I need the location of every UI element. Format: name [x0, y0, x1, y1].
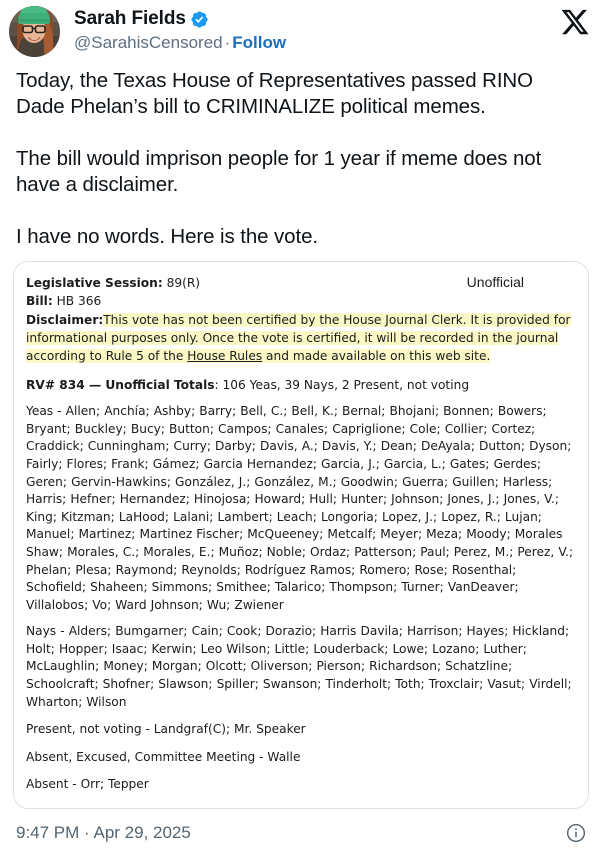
- house-rules-link[interactable]: House Rules: [187, 348, 263, 363]
- verified-check-icon: [190, 10, 209, 29]
- follow-button[interactable]: Follow: [232, 32, 287, 52]
- present-not-voting-line: Present, not voting - Landgraf(C); Mr. Speaker: [26, 722, 306, 737]
- tweet-timestamp[interactable]: 9:47 PM · Apr 29, 2025: [16, 823, 191, 843]
- tweet-paragraph-1: Today, the Texas House of Representatives passed RINO Dade Phelan’s bill to CRIMINALIZE political memes.: [16, 69, 533, 118]
- vote-record-card[interactable]: [13, 261, 589, 809]
- absent-line: Absent - Orr; Tepper: [26, 777, 149, 792]
- disclaimer-text-part2: and made available on this web site.: [262, 348, 491, 363]
- legislative-session-value: 89(R): [162, 276, 201, 290]
- unofficial-status-badge: Unofficial: [466, 274, 524, 290]
- tweet-paragraph-2: The bill would imprison people for 1 year if meme does not have a disclaimer.: [16, 147, 542, 196]
- display-name-row: [74, 8, 592, 30]
- card-meta-row: [26, 274, 576, 310]
- totals-dash: —: [84, 377, 106, 392]
- legislative-session-label: Legislative Session:: [26, 276, 163, 290]
- disclaimer-block: [26, 312, 576, 365]
- disclaimer-text: [26, 313, 571, 363]
- author-handle: @SarahisCensored: [74, 32, 223, 52]
- bill-value: HB 366: [52, 293, 102, 308]
- author-info: [74, 6, 592, 53]
- handle-row: [74, 32, 592, 53]
- tweet-paragraph-3: I have no words. Here is the vote.: [16, 225, 318, 248]
- absent-excused-line: Absent, Excused, Committee Meeting - Walle: [26, 749, 301, 764]
- tweet-header: [0, 0, 602, 62]
- avatar[interactable]: [9, 6, 60, 57]
- x-logo-icon[interactable]: [560, 7, 590, 37]
- unofficial-totals-value: : 106 Yeas, 39 Nays, 2 Present, not voting: [214, 377, 470, 392]
- legislative-session-line: [26, 275, 467, 293]
- disclaimer-text-part1: This vote has not been certified by the House Journal Clerk. It is provided for informational purposes only. Once the vote is certified, it will be recorded in the journal according to Rule 5 of the: [26, 313, 571, 363]
- info-circle-icon[interactable]: [566, 823, 586, 843]
- rv-number: RV# 834: [26, 377, 85, 392]
- tweet-body-text: [0, 62, 602, 250]
- handle-separator: ·: [224, 32, 231, 52]
- tweet-footer: [0, 809, 602, 847]
- vote-totals-line: [26, 377, 576, 395]
- disclaimer-label: Disclaimer:: [26, 313, 104, 328]
- bill-label: Bill:: [26, 293, 53, 308]
- nays-list: Nays - Alders; Bumgarner; Cain; Cook; Dorazio; Harris Davila; Harrison; Hayes; Hickland; Holt; Hopper; Isaac; Kerwin; Leo Wilson; Little; Louderback; Lowe; Lozano; Luther; McLaughlin; Money; Morgan; Olcott; Oliverson; Pierson; Richardson; Schatzline; Schoolcraft; Shofner; Slawson; Spiller; Swanson; Tinderholt; Toth; Troxclair; Vasut; Virdell; Wharton; Wilson: [26, 624, 572, 709]
- tweet-paragraph-gap-2: [16, 198, 582, 224]
- bill-line: [26, 293, 467, 311]
- yeas-list: Yeas - Allen; Anchía; Ashby; Barry; Bell, C.; Bell, K.; Bernal; Bhojani; Bonnen; Bowers; Bryant; Buckley; Bucy; Button; Campos; Canales; Capriglione; Cole; Collier; Cortez; Craddick; Cunningham; Curry; Darby; Davis, A.; Davis, Y.; Dean; DeAyala; Dutton; Dyson; Fairly; Flores; Frank; Gámez; Garcia Hernandez; Garcia, J.; Garcia, L.; Gates; Gerdes; Geren; Gervin-Hawkins; González, J.; González, M.; Goodwin; Guerra; Guillen; Harless; Harris; Hefner; Hernandez; Hinojosa; Howard; Hull; Hunter; Johnson; Jones, J.; Jones, V.; King; Kitzman; LaHood; Lalani; Lambert; Leach; Longoria; Lopez, J.; Lopez, R.; Lujan; Manuel; Martinez; Martinez Fischer; McQueeney; Metcalf; Meyer; Meza; Moody; Morales Shaw; Morales, C.; Morales, E.; Muñoz; Noble; Ordaz; Patterson; Paul; Perez, M.; Perez, V.; Phelan; Plesa; Raymond; Reynolds; Rodríguez Ramos; Romero; Rose; Rosenthal; Schofield; Shaheen; Simmons; Smithee; Talarico; Thompson; Turner; VanDeaver; Villalobos; Vo; Ward Johnson; Wu; Zwiener: [26, 404, 574, 612]
- tweet-paragraph-gap-1: [16, 120, 582, 146]
- card-meta-left: [26, 275, 467, 310]
- unofficial-totals-label: Unofficial Totals: [105, 377, 215, 392]
- display-name: Sarah Fields: [74, 8, 186, 29]
